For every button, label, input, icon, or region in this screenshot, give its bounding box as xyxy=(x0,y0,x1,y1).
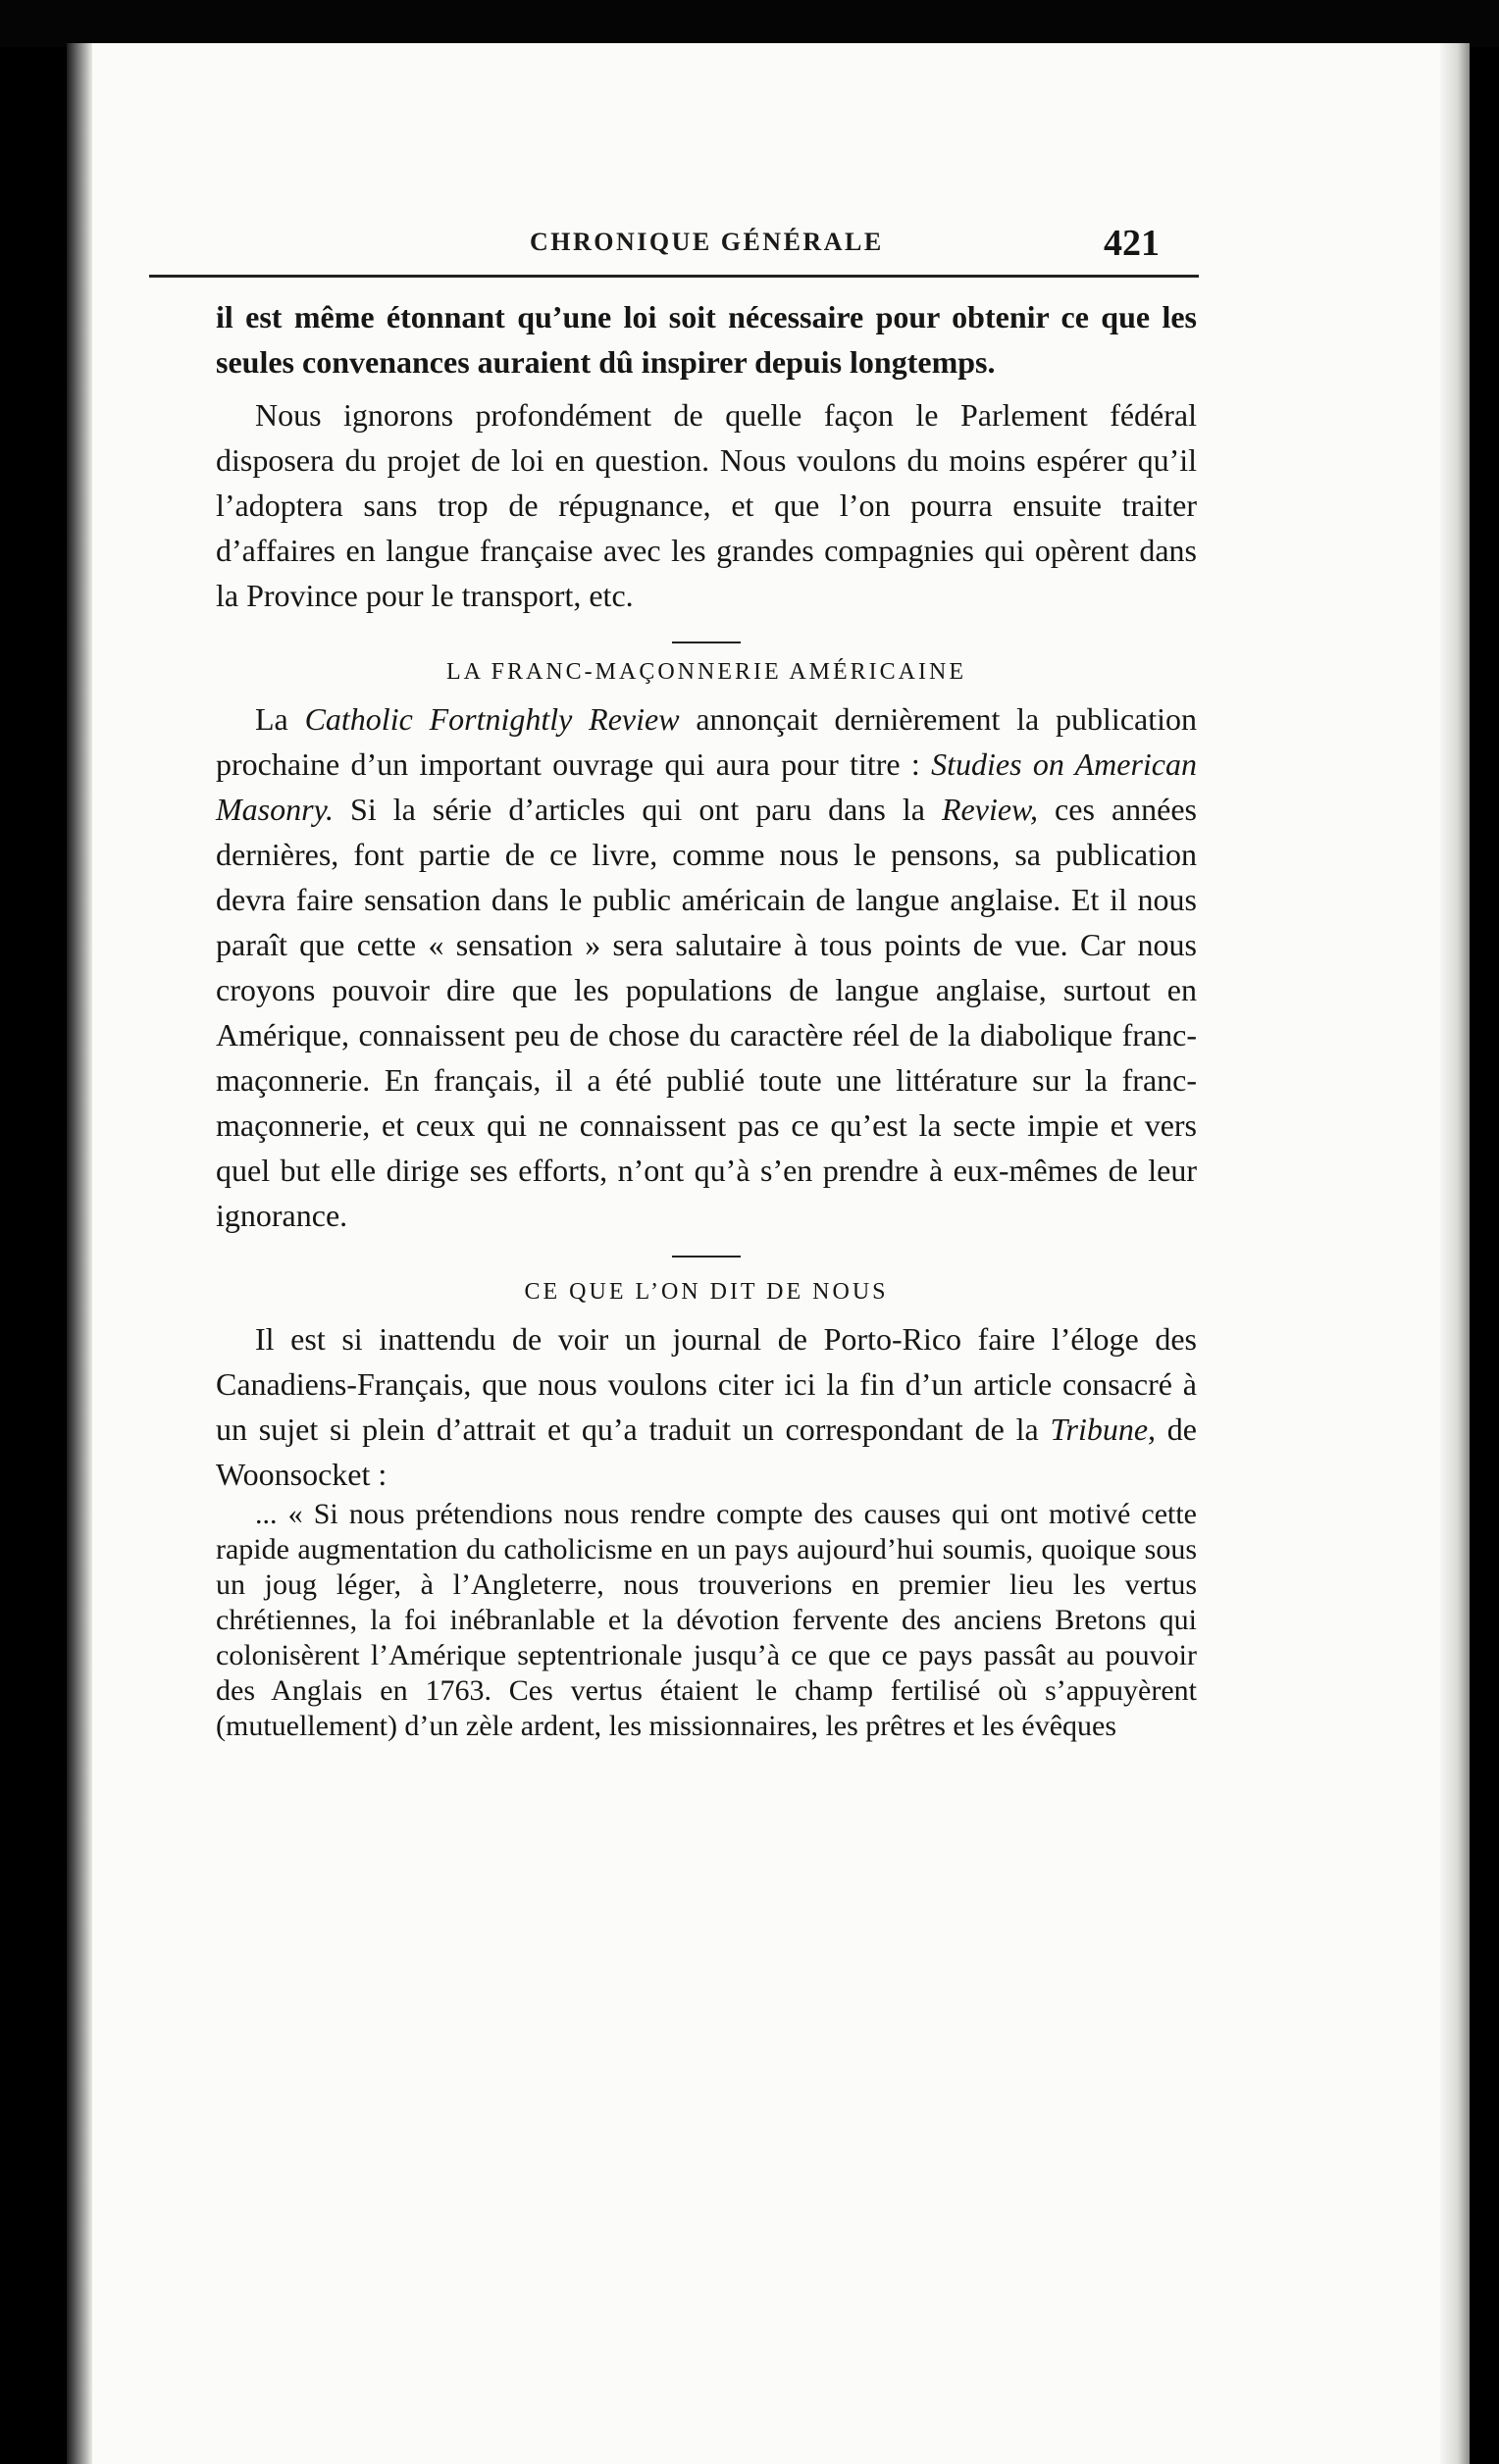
paragraph-continuation: il est même étonnant qu’une loi soit nécessaire pour obtenir ce que les seules convenances auraient dû inspirer depuis longtemps. xyxy=(216,299,1197,380)
paragraph-parlement: Nous ignorons profondément de quelle façon le Parlement fédéral disposera du projet de loi en question. Nous voulons du moins espérer qu’il l’adoptera sans trop de répugnance, et que l’on pourra ensuite traiter d’affaires en langue française avec les grandes compagnies qui opèrent dans la Province pour le transport, etc. xyxy=(216,397,1197,613)
text-run: ces années dernières, font partie de ce livre, comme nous le pensons, sa publication devra faire sensation dans le public américain de langue anglaise. Et il nous paraît que cette « sensation » sera salutaire à tous points de vue. Car nous croyons pouvoir dire que les populations de langue anglaise, surtout en Amérique, connaissent peu de chose du caractère réel de la diabolique franc-maçonnerie. En français, il a été publié toute une littérature sur la franc-maçonnerie, et ceux qui ne connaissent pas ce qu’est la secte impie et vers quel but elle dirige ses efforts, n’ont qu’à s’en prendre à eux-mêmes de leur ignorance. xyxy=(216,792,1198,1233)
text-run: La xyxy=(255,701,305,737)
quotation-paragraph: ... « Si nous prétendions nous rendre compte des causes qui ont motivé cette rapide augmentation du catholicisme en un pays aujourd’hui soumis, quoique sous un joug léger, à l’Angleterre, nous trouverions en premier lieu les vertus chrétiennes, la foi inébranlable et la dévotion fervente des anciens Bretons qui colonisèrent l’Amérique septentrionale jusqu’à ce que ce pays passât au pouvoir des Anglais en 1763. Ces vertus étaient le champ fertilisé où s’appuyèrent (mutuellement) d’un zèle ardent, les missionnaires, les prêtres et les évêques xyxy=(216,1498,1197,1742)
gutter-shadow xyxy=(67,43,92,2464)
running-header xyxy=(149,184,1199,279)
page-edge xyxy=(1440,43,1470,2464)
scan-top-border xyxy=(0,0,1499,47)
review-title: Catholic Fortnightly Review xyxy=(304,701,680,737)
text-run: Si la série d’articles qui ont paru dans la xyxy=(334,792,942,827)
page-number: 421 xyxy=(1104,223,1160,264)
section-heading-ce-que-lon-dit: CE QUE L’ON DIT DE NOUS xyxy=(524,1279,889,1305)
header-rule xyxy=(149,275,1199,278)
newspaper-title: Tribune, xyxy=(1050,1412,1157,1447)
page-bottom-edge xyxy=(216,2401,1001,2421)
quotation-block xyxy=(216,1497,1197,1744)
body-text xyxy=(216,294,1197,1744)
text-run: annonçait dernièrement la publication prochaine d’un important ouvrage qui aura pour titre : xyxy=(216,701,1198,782)
text-run: de Woonsocket : xyxy=(216,1412,1198,1492)
review-short-title: Review, xyxy=(942,792,1039,827)
running-title: CHRONIQUE GÉNÉRALE xyxy=(530,228,884,256)
book-title: Studies on American Masonry. xyxy=(216,746,1198,827)
paragraph-franc-maconnerie xyxy=(216,696,1197,1238)
paragraph-porto-rico xyxy=(216,1316,1197,1497)
text-run: Il est si inattendu de voir un journal de Porto-Rico faire l’éloge des Canadiens-Français, que nous voulons citer ici la fin d’un article consacré à un sujet si plein d’attrait et qu’a traduit un correspondant de la xyxy=(216,1321,1197,1447)
section-heading-franc-maconnerie: LA FRANC-MAÇONNERIE AMÉRICAINE xyxy=(445,659,966,685)
